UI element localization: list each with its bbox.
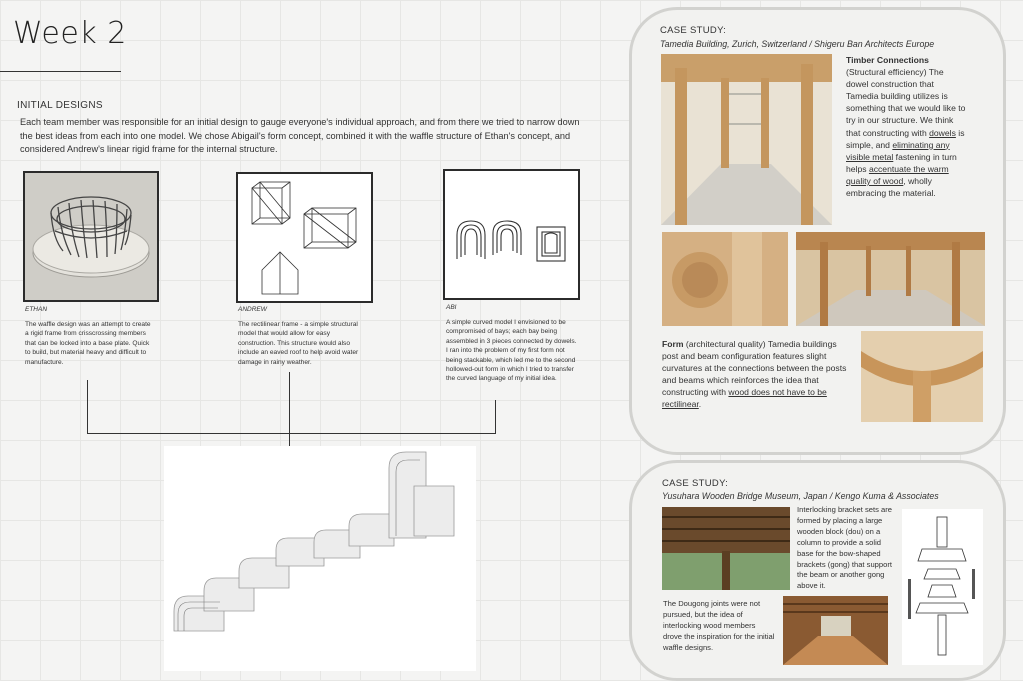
tamedia-interior-photo <box>661 54 832 225</box>
yusuhara-text-1: Interlocking bracket sets are formed by placing a large wooden block (dou) on a column to provide a solid base for the bow-shaped brackets (gong) that support the beam or another gong above it. <box>797 505 892 591</box>
form-underline: wood does not have to be rectilinear <box>662 387 827 410</box>
section-heading: INITIAL DESIGNS <box>17 100 103 111</box>
case-study-subtitle-2: Yusuhara Wooden Bridge Museum, Japan / Kengo Kuma & Associates <box>662 491 939 501</box>
form-text-2: . <box>698 399 702 410</box>
design-desc-abi: A simple curved model I envisioned to be compromised of bays; each bay being assembled in 3 pieces connected by dowels. I ran into the problem of my first form not being stackable, which led me to the second hollowed-out form in which I tried to transfer the curved language of my initial idea. <box>446 319 577 383</box>
yusuhara-bracket-photo <box>662 507 790 590</box>
form-heading: Form <box>662 339 684 349</box>
timber-connections-text <box>846 54 968 199</box>
intro-paragraph: Each team member was responsible for an initial design to gauge everyone's individual approach, and from there we tried to narrow down the best ideas from each into one model. We chose Abigail's form concept, combined it with the waffle structure of Ethan's concept, and considered Andrew's linear rigid frame for the internal structure. <box>20 117 580 154</box>
timber-text-2: is simple, and <box>846 127 965 150</box>
timber-text-1: (Structural efficiency) The dowel construction that Tamedia building utilizes is something that we would like to try in our structure. We think that constructing with <box>846 67 966 138</box>
design-name-andrew: ANDREW <box>238 306 267 313</box>
tamedia-joint-photo <box>662 232 788 326</box>
page-title: Week 2 <box>13 16 127 51</box>
timber-text-3: fastening in turn helps <box>846 151 957 174</box>
connector-left <box>87 380 88 434</box>
design-name-abi: ABI <box>446 304 457 311</box>
combined-model-render <box>164 446 476 671</box>
yusuhara-corridor-photo <box>783 596 888 665</box>
timber-text-4: , wholly embracing the material. <box>846 175 936 199</box>
dougong-diagram <box>902 509 983 665</box>
form-text <box>662 338 848 411</box>
timber-connections-heading: Timber Connections <box>846 55 929 65</box>
tamedia-curved-joint-photo <box>861 331 983 422</box>
yusuhara-text-2: The Dougong joints were not pursued, but the idea of interlocking wood members drove the inspiration for the initial waffle designs. <box>663 599 775 652</box>
design-desc-ethan: The waffle design was an attempt to create a rigid frame from crisscrossing members that can be locked into a base plate. Quick to build, but material heavy and difficult to manufacture. <box>25 321 151 366</box>
case-study-subtitle: Tamedia Building, Zurich, Switzerland / Shigeru Ban Architects Europe <box>660 39 935 49</box>
form-text-1: (architectural quality) Tamedia buildings post and beam configuration features slight curvatures at the connections between the posts and beams which reinforces the idea that constructing with <box>662 339 847 398</box>
abi-model-image <box>443 169 580 300</box>
andrew-model-image <box>236 172 373 303</box>
case-study-label-2: CASE STUDY: <box>662 478 729 489</box>
design-desc-andrew: The rectilinear frame - a simple structural model that would allow for easy construction. This structure would also include an eaved roof to help avoid water damage in rainy weather. <box>238 321 359 366</box>
connector-horizontal <box>87 433 496 434</box>
ethan-model-image <box>23 171 159 302</box>
timber-underline-metal: eliminating any visible metal <box>846 139 950 162</box>
design-name-ethan: ETHAN <box>25 306 48 313</box>
case-study-label: CASE STUDY: <box>660 25 727 36</box>
timber-underline-dowels: dowels <box>929 127 956 138</box>
title-underline <box>0 71 121 72</box>
connector-right <box>495 400 496 434</box>
tamedia-hall-photo <box>796 232 985 326</box>
timber-underline-wood: accentuate the warm quality of wood <box>846 163 949 186</box>
